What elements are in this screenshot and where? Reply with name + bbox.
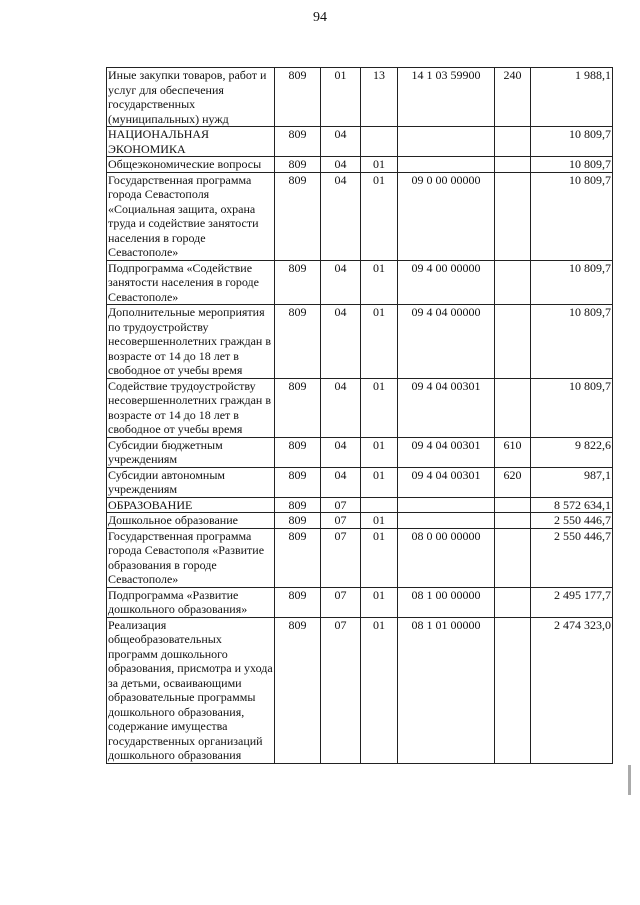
row-ved: 809 [275,513,321,529]
table-row [107,528,613,587]
row-pr: 01 [361,260,398,305]
budget-table-body [107,68,613,764]
row-name: ОБРАЗОВАНИЕ [107,497,275,513]
row-vr: 240 [495,68,531,127]
row-pr: 01 [361,467,398,497]
row-vr [495,172,531,260]
table-row [107,467,613,497]
row-sum: 2 550 446,7 [531,528,613,587]
row-ved: 809 [275,617,321,763]
row-pr: 13 [361,68,398,127]
row-rz: 04 [321,172,361,260]
row-pr: 01 [361,378,398,437]
row-rz: 04 [321,157,361,173]
row-vr [495,305,531,379]
row-pr [361,127,398,157]
table-row [107,172,613,260]
row-vr: 610 [495,437,531,467]
row-rz: 04 [321,127,361,157]
row-sum: 2 550 446,7 [531,513,613,529]
row-rz: 04 [321,437,361,467]
row-pr: 01 [361,172,398,260]
row-rz: 07 [321,513,361,529]
row-vr [495,528,531,587]
row-pr: 01 [361,513,398,529]
row-name: Подпрограмма «Содействие занятости населения в городе Севастополе» [107,260,275,305]
table-row [107,437,613,467]
row-csr: 08 1 00 00000 [398,587,495,617]
row-sum: 10 809,7 [531,127,613,157]
row-pr: 01 [361,437,398,467]
row-name: Дошкольное образование [107,513,275,529]
row-sum: 10 809,7 [531,157,613,173]
row-vr: 620 [495,467,531,497]
page-number: 94 [313,10,327,25]
row-csr: 09 0 00 00000 [398,172,495,260]
row-pr [361,497,398,513]
row-vr [495,587,531,617]
row-sum: 10 809,7 [531,172,613,260]
row-pr: 01 [361,617,398,763]
row-vr [495,260,531,305]
table-row [107,378,613,437]
row-name: Иные закупки товаров, работ и услуг для обеспечения государственных (муниципальных) нужд [107,68,275,127]
row-pr: 01 [361,587,398,617]
row-csr: 08 1 01 00000 [398,617,495,763]
budget-table [106,67,613,764]
row-csr: 14 1 03 59900 [398,68,495,127]
table-row [107,68,613,127]
row-pr: 01 [361,528,398,587]
row-csr [398,497,495,513]
row-rz: 07 [321,587,361,617]
row-name: Дополнительные мероприятия по трудоустройству несовершеннолетних граждан в возрасте от 14 до 18 лет в свободное от учебы время [107,305,275,379]
row-name: НАЦИОНАЛЬНАЯ ЭКОНОМИКА [107,127,275,157]
row-csr [398,127,495,157]
row-name: Реализация общеобразовательных программ дошкольного образования, присмотра и ухода за детьми, осваивающими образовательные программы дошкольного образования, содержание имущества государственных организаций дошкольного образования [108,617,273,762]
row-vr [495,378,531,437]
row-ved: 809 [275,587,321,617]
row-name: Государственная программа города Севастополя «Социальная защита, охрана труда и содействие занятости населения в городе Севастополе» [107,172,275,260]
row-ved: 809 [275,437,321,467]
row-name: Государственная программа города Севастополя «Развитие образования в городе Севастополе» [107,528,275,587]
row-vr [495,497,531,513]
row-sum: 10 809,7 [531,260,613,305]
table-row [107,127,613,157]
row-rz: 04 [321,378,361,437]
row-ved: 809 [275,260,321,305]
row-name: Содействие трудоустройству несовершеннолетних граждан в возрасте от 14 до 18 лет в свободное от учебы время [107,378,275,437]
table-row [107,305,613,379]
row-csr: 09 4 04 00301 [398,378,495,437]
row-vr [495,127,531,157]
row-sum: 2 495 177,7 [531,587,613,617]
row-ved: 809 [275,127,321,157]
row-rz: 04 [321,260,361,305]
row-ved: 809 [275,378,321,437]
row-ved: 809 [275,157,321,173]
row-rz: 01 [321,68,361,127]
row-pr: 01 [361,305,398,379]
row-rz: 07 [321,528,361,587]
row-ved: 809 [275,68,321,127]
row-vr [495,513,531,529]
row-ved: 809 [275,305,321,379]
row-sum: 1 988,1 [531,68,613,127]
row-csr [398,157,495,173]
row-sum: 2 474 323,0 [531,617,613,763]
row-csr: 09 4 04 00000 [398,305,495,379]
row-rz: 07 [321,617,361,763]
table-row [107,587,613,617]
row-sum: 987,1 [531,467,613,497]
row-ved: 809 [275,467,321,497]
row-ved: 809 [275,528,321,587]
row-ved: 809 [275,172,321,260]
row-rz: 04 [321,305,361,379]
table-row [107,157,613,173]
row-csr: 09 4 04 00301 [398,437,495,467]
row-csr: 09 4 00 00000 [398,260,495,305]
row-csr [398,513,495,529]
row-name: Подпрограмма «Развитие дошкольного образования» [107,587,275,617]
row-rz: 04 [321,467,361,497]
table-row [107,497,613,513]
row-name: Общеэкономические вопросы [107,157,275,173]
table-row [107,513,613,529]
row-name: Субсидии бюджетным учреждениям [107,437,275,467]
row-rz: 07 [321,497,361,513]
row-sum: 9 822,6 [531,437,613,467]
row-sum: 10 809,7 [531,305,613,379]
row-ved: 809 [275,497,321,513]
row-csr: 08 0 00 00000 [398,528,495,587]
row-pr: 01 [361,157,398,173]
scan-edge-mark [628,765,631,795]
row-vr [495,617,531,763]
table-row [107,617,613,763]
row-vr [495,157,531,173]
row-sum: 8 572 634,1 [531,497,613,513]
row-name: Субсидии автономным учреждениям [107,467,275,497]
table-row [107,260,613,305]
row-csr: 09 4 04 00301 [398,467,495,497]
row-sum: 10 809,7 [531,378,613,437]
